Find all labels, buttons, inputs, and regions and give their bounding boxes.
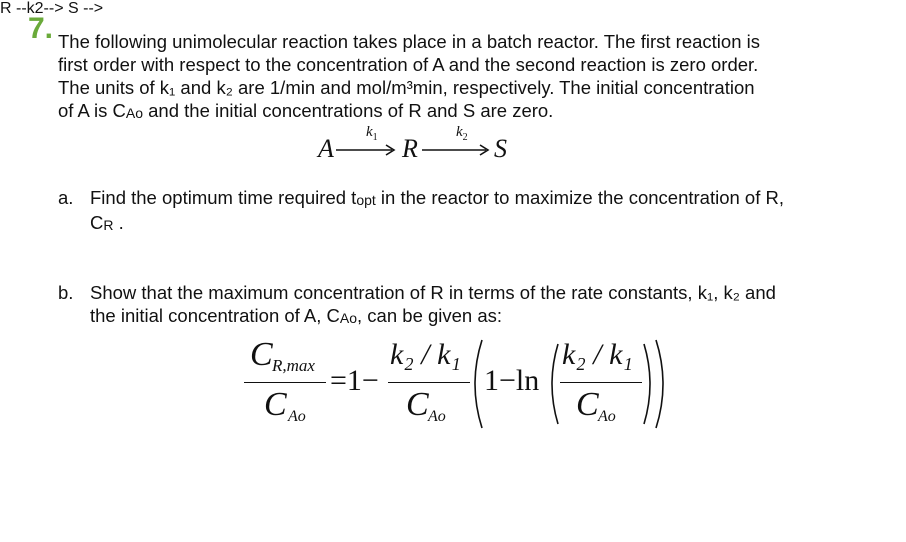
part-b-label: b. xyxy=(58,282,74,303)
one-minus-ln: 1−ln xyxy=(484,364,540,397)
k2-label: $k_2$ xyxy=(456,124,468,143)
intro-line-4a: of A is C xyxy=(58,100,126,121)
part-a-line2-pre: C xyxy=(90,212,104,233)
cr-subscript: R xyxy=(103,217,114,233)
part-b xyxy=(58,281,776,329)
part-a-line1-post: in the reactor to maximize the concentration of R, xyxy=(375,187,785,208)
part-a xyxy=(58,186,784,236)
lhs-numerator-sub: R,max xyxy=(272,356,315,375)
part-b-line2-pre: the initial concentration of A, C xyxy=(90,305,340,326)
intro-line-4 xyxy=(58,99,858,124)
intro-line-4b: and the initial concentrations of R and S are zero. xyxy=(148,100,554,121)
lhs-numerator: C xyxy=(250,336,273,373)
arrow-right-icon xyxy=(336,128,402,168)
inner-denominator-sub: Ao xyxy=(598,408,616,425)
intro-line-1: The following unimolecular reaction takes place in a batch reactor. The first reaction is xyxy=(58,31,760,52)
inner-fraction-bar xyxy=(560,382,642,383)
ratio-fraction-bar xyxy=(388,382,470,383)
ratio-denominator: C xyxy=(406,386,429,423)
arrow-k2 xyxy=(422,124,494,168)
part-a-line1-pre: Find the optimum time required t xyxy=(90,187,357,208)
k1-label: $k_1$ xyxy=(366,124,378,143)
intro-line-2: first order with respect to the concentration of A and the second reaction is zero order. xyxy=(58,54,759,75)
ratio-denominator-sub: Ao xyxy=(428,408,446,425)
cao-subscript-b: Ao xyxy=(339,310,358,326)
species-s: S xyxy=(494,134,507,163)
reaction-scheme xyxy=(318,124,578,168)
species-a: A xyxy=(318,134,334,163)
max-concentration-equation xyxy=(244,336,684,436)
lhs-denominator: C xyxy=(264,386,287,423)
inner-denominator: C xyxy=(576,386,599,423)
arrow-right-icon xyxy=(422,128,494,168)
part-a-label: a. xyxy=(58,187,74,208)
ratio-numerator: k₂ / k₁ xyxy=(390,338,461,371)
inner-numerator: k₂ / k₁ xyxy=(562,338,633,371)
species-r: R xyxy=(402,134,418,163)
part-b-line1: Show that the maximum concentration of R in terms of the rate constants, k₁, k₂ and xyxy=(90,282,776,303)
cao-subscript: Ao xyxy=(125,105,143,121)
left-paren-inner-icon xyxy=(544,340,562,428)
right-paren-outer-icon xyxy=(652,336,672,432)
arrow-k1 xyxy=(336,124,402,168)
part-b-line2-post: , can be given as: xyxy=(357,305,503,326)
question-number: 7. xyxy=(28,12,54,45)
lhs-denominator-sub: Ao xyxy=(288,408,306,425)
t-opt-subscript: opt xyxy=(356,192,376,208)
lhs-fraction-bar xyxy=(244,382,326,383)
question-intro xyxy=(58,30,858,124)
part-a-line2-post: . xyxy=(113,212,124,233)
left-paren-outer-icon xyxy=(466,336,486,432)
equals-one-minus: =1− xyxy=(330,364,379,397)
intro-line-3: The units of k₁ and k₂ are 1/min and mol/m³min, respectively. The initial concentration xyxy=(58,77,755,98)
